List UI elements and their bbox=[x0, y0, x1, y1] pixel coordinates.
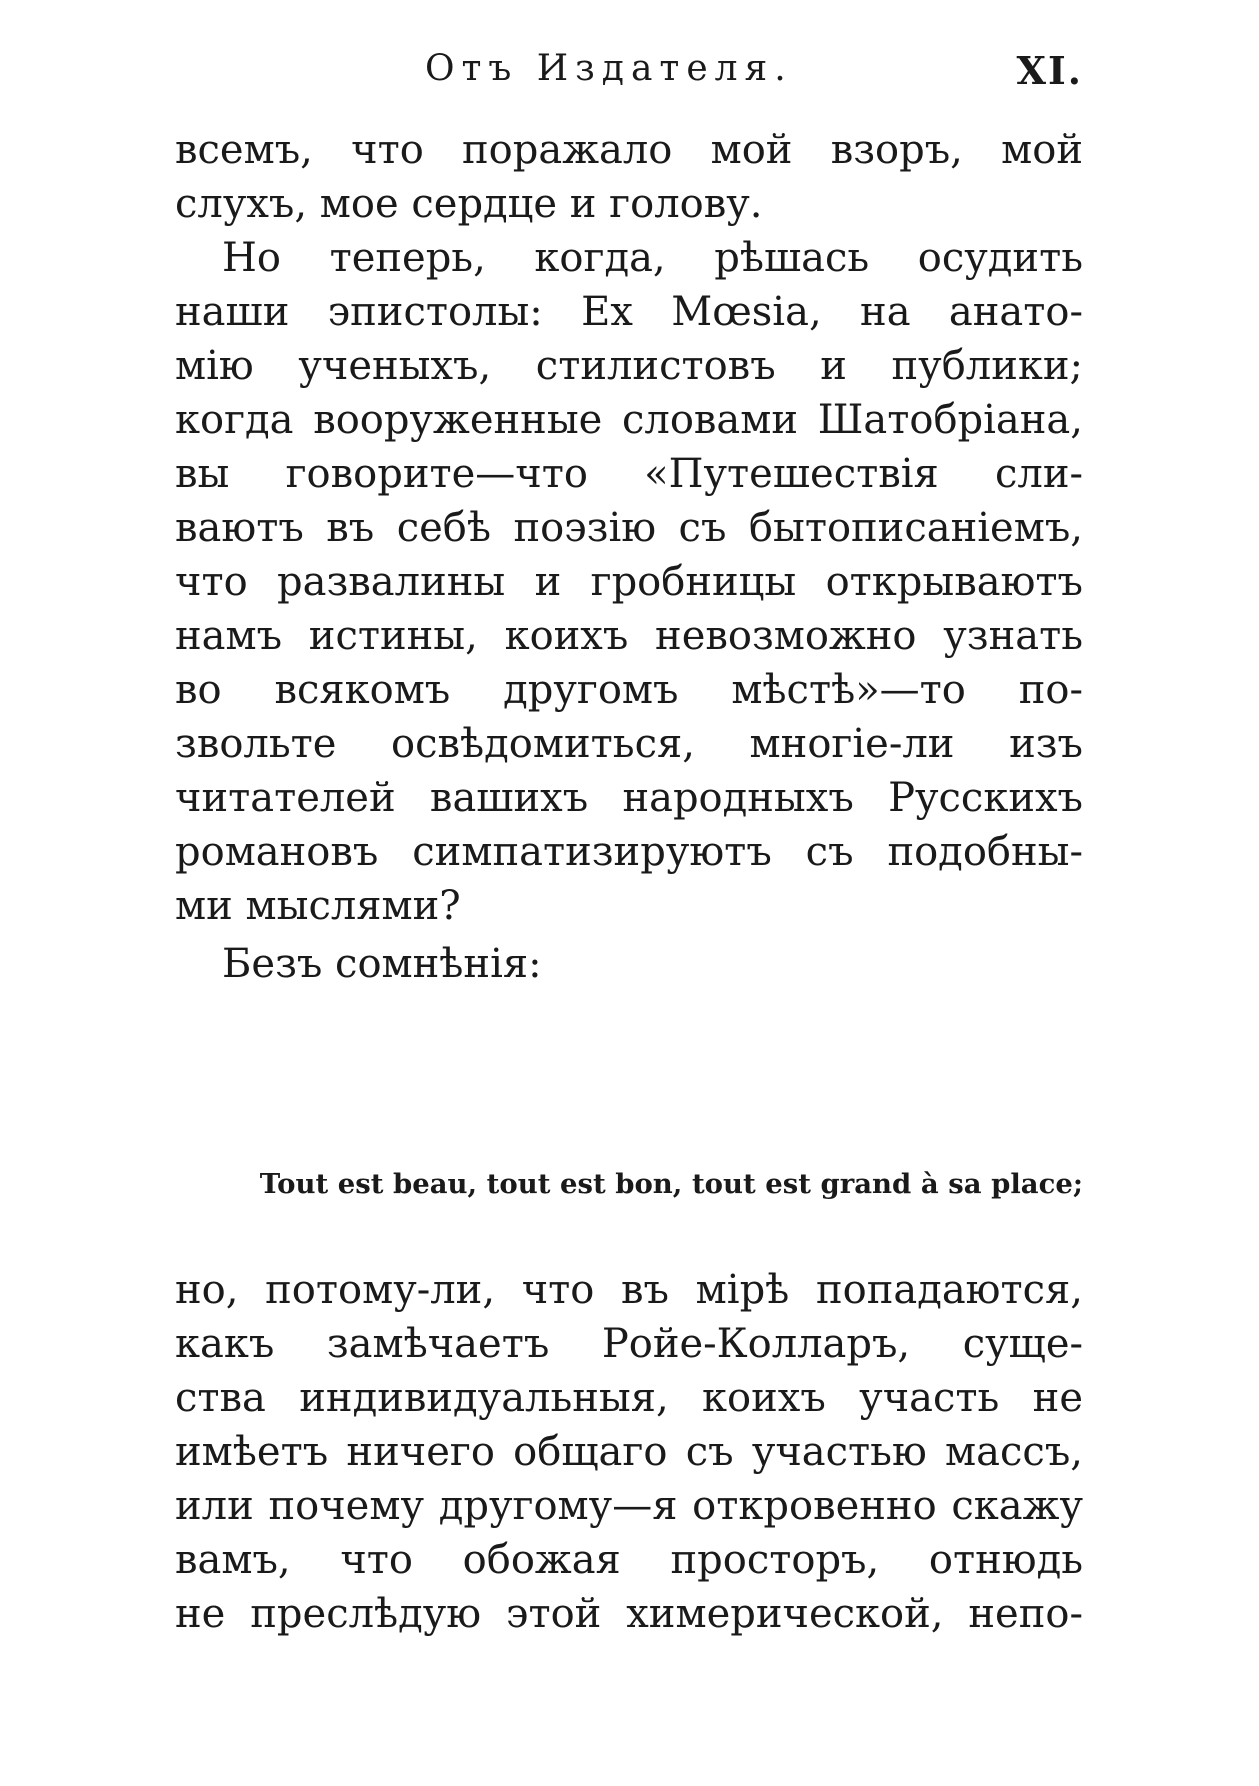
text-line: но, потому-ли, что въ мірѣ попадаются, bbox=[175, 1267, 1083, 1313]
text-line: когда вооруженные словами Шатобріана, bbox=[175, 397, 1083, 443]
running-header bbox=[175, 48, 1083, 108]
page-number: XI. bbox=[1016, 48, 1083, 93]
text-line: ваютъ въ себѣ поэзію съ бытописаніемъ, bbox=[175, 505, 1083, 551]
text-line: ми мыслями? bbox=[175, 883, 461, 929]
french-quotation: Tout est beau, tout est bon, tout est grand à sa place; bbox=[259, 1168, 1083, 1200]
text-line: наши эпистолы: Ex Mœsia, на анато- bbox=[175, 289, 1083, 335]
text-line: Безъ сомнѣнія: bbox=[222, 941, 542, 987]
text-line: имѣетъ ничего общаго съ участью массъ, bbox=[175, 1429, 1083, 1475]
running-title: Отъ Издателя. bbox=[425, 48, 793, 89]
text-line: романовъ симпатизируютъ съ подобны- bbox=[175, 829, 1083, 875]
text-line: что развалины и гробницы открываютъ bbox=[175, 559, 1083, 605]
text-line: Но теперь, когда, рѣшась осудить bbox=[222, 235, 1083, 281]
text-line: звольте освѣдомиться, многіе-ли изъ bbox=[175, 721, 1083, 767]
text-line: какъ замѣчаетъ Ройе-Колларъ, суще- bbox=[175, 1321, 1083, 1367]
text-line: намъ истины, коихъ невозможно узнать bbox=[175, 613, 1083, 659]
text-line: или почему другому—я откровенно скажу bbox=[175, 1483, 1083, 1529]
text-line: вы говорите—что «Путешествія сли- bbox=[175, 451, 1083, 497]
text-line: мію ученыхъ, стилистовъ и публики; bbox=[175, 343, 1083, 389]
text-line: читателей вашихъ народныхъ Русскихъ bbox=[175, 775, 1083, 821]
text-line: всемъ, что поражало мой взоръ, мой bbox=[175, 127, 1083, 173]
text-line: ства индивидуальныя, коихъ участь не bbox=[175, 1375, 1083, 1421]
text-line: слухъ, мое сердце и голову. bbox=[175, 181, 763, 227]
text-line: не преслѣдую этой химерической, непо- bbox=[175, 1591, 1083, 1637]
text-line: вамъ, что обожая просторъ, отнюдь bbox=[175, 1537, 1083, 1583]
text-line: во всякомъ другомъ мѣстѣ»—то по- bbox=[175, 667, 1083, 713]
